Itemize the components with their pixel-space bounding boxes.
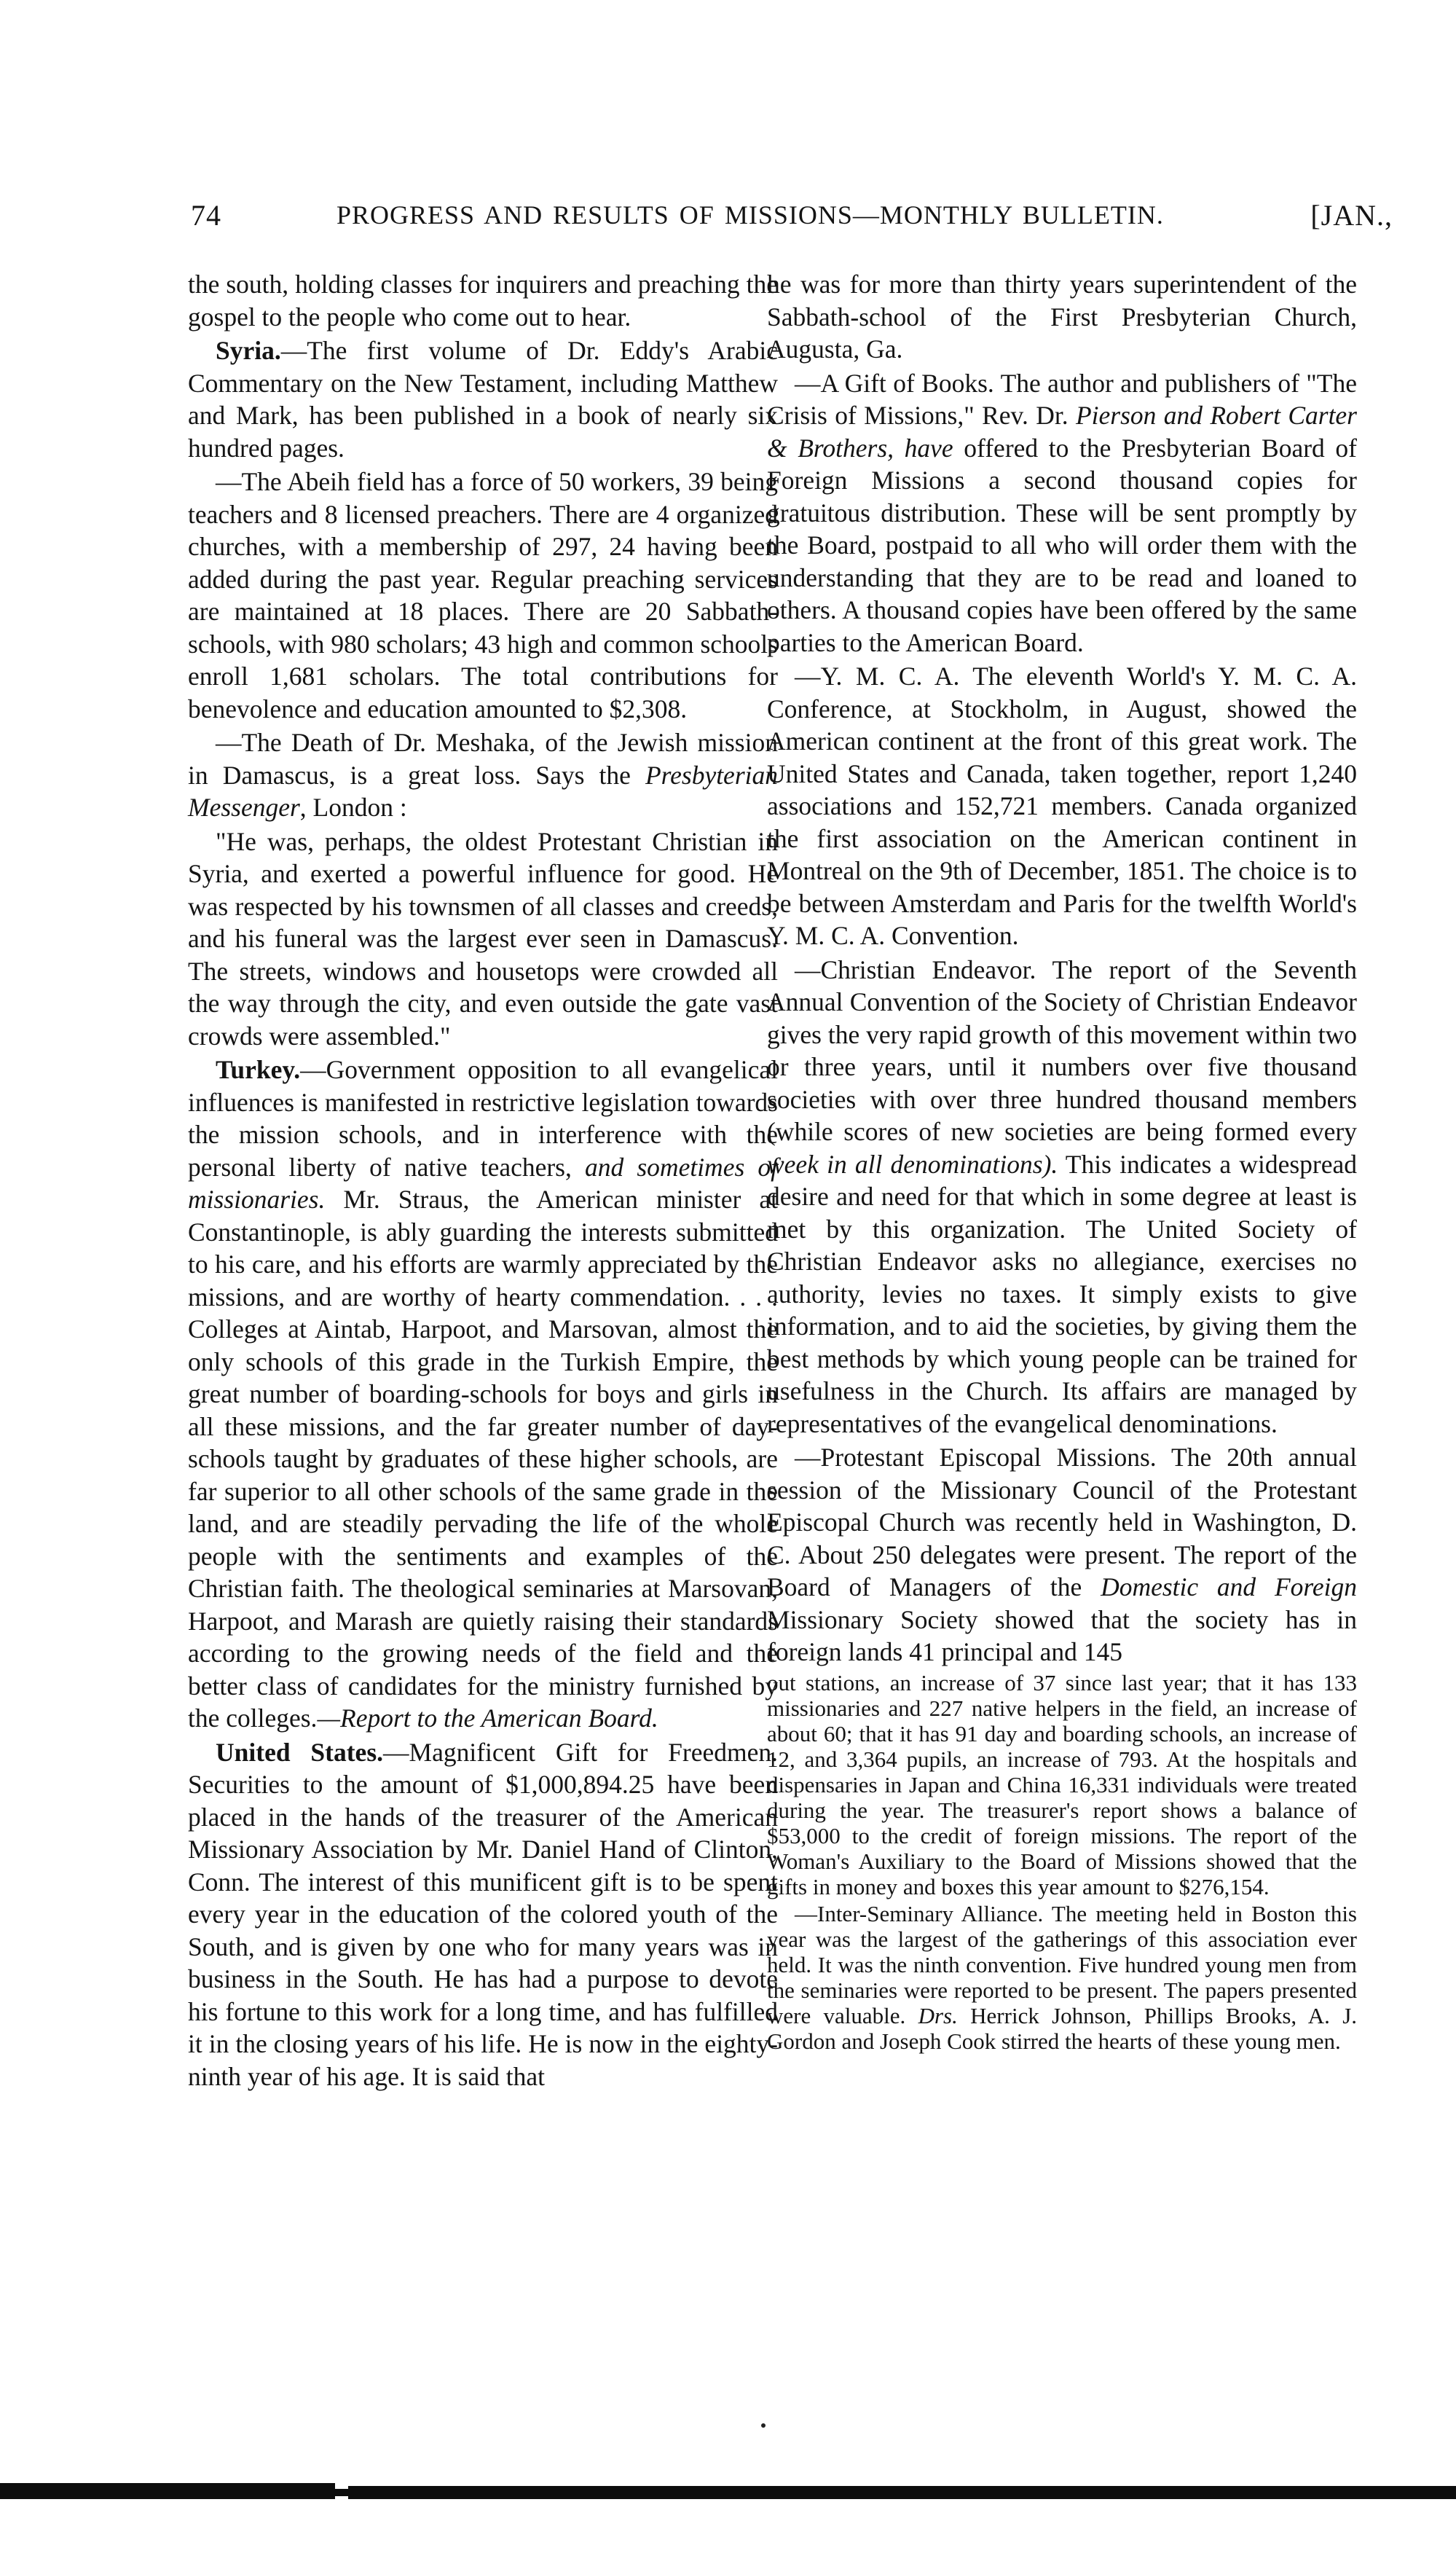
paragraph-text: Mr. Straus, the American minister at Constantinople, is ably guarding the interests submitted to his care, and his efforts are warmly appreciated by the missions, and are worthy of hearty commendation. . . . Colleges at Aintab, Harpoot, and Marsovan, almost the only schools of this grade in the Turkish Empire, the great number of boarding-schools for boys and girls in all these missions, and the far greater number of day-schools taught by graduates of these higher schools, are far superior to all other schools of the same grade in the land, and are steadily pervading the life of the whole people with the sentiments and examples of the Christian faith. The theological seminaries at Marsovan, Harpoot, and Marash are quietly raising their standards according to the growing needs of the field and the better class of candidates for the ministry furnished by the colleges.	[188, 1185, 778, 1733]
left-column	[188, 268, 778, 2094]
paragraph-text: This indicates a widespread desire and need for that which in some degree at least is met by this organization. The United Society of Christian Endeavor asks no allegiance, exercises no authority, levies no taxes. It simply exists to give information, and to aid the societies, by giving them the best methods by which young people can be trained for usefulness in the Church. Its affairs are managed by representatives of the evangelical denominations.	[767, 1149, 1357, 1438]
section-lead-united-states: United States.	[216, 1737, 384, 1767]
paragraph-united-states	[188, 1736, 778, 2093]
paragraph-continuation: he was for more than thirty years superintendent of the Sabbath-school of the First Presbyterian Church, Augusta, Ga.	[767, 270, 1357, 364]
publication-name: Presbyterian Messenger	[188, 760, 778, 822]
page-number: 74	[191, 199, 221, 232]
paragraph-turkey	[188, 1054, 778, 1735]
paragraph-text: —Government opposition to all evangelical influences is manifested in restrictive legislation towards the mission schools, and in interference with the personal liberty of native teachers,	[188, 1055, 778, 1182]
running-header	[191, 198, 1393, 242]
right-column	[767, 268, 1357, 2055]
paragraph-text: , London :	[299, 793, 407, 822]
paragraph-text: offered to the Presbyterian Board of Foreign Missions a second thousand copies for gratuitous distribution. These will be sent promptly by the Board, postpaid to all who will order them with the understanding that they are to be read and loaned to others. A thousand copies have been offered by the same parties to the American Board.	[767, 433, 1357, 657]
running-title: PROGRESS AND RESULTS OF MISSIONS—MONTHLY BULLETIN.	[337, 200, 1164, 230]
paragraph-christian-endeavor	[767, 954, 1357, 1440]
paragraph-ymca: —Y. M. C. A. The eleventh World's Y. M. C. A. Conference, at Stockholm, in August, showed the American continent at the front of this great work. The United States and Canada, taken together, report 1,240 associations and 152,721 members. Canada organized the first association on the American continent in Montreal on the 9th of December, 1851. The choice is to be between Amsterdam and Paris for the twelfth World's Y. M. C. A. Convention.	[767, 662, 1357, 950]
citation: —Report to the American Board.	[317, 1703, 658, 1733]
paragraph-continuation: the south, holding classes for inquirers and preaching the gospel to the people who come out to hear.	[188, 270, 778, 332]
paragraph-meshaka	[188, 726, 778, 824]
italic-phrase: Drs.	[918, 2002, 958, 2028]
section-lead-turkey: Turkey.	[216, 1055, 301, 1084]
paragraph-inter-seminary	[767, 1901, 1357, 2054]
section-lead-syria: Syria.	[216, 336, 281, 365]
italic-phrase: Pierson and Robert Carter & Brothers, have	[767, 401, 1358, 463]
paragraph-text: —Christian Endeavor. The report of the Seventh Annual Convention of the Society of Christian Endeavor gives the very rapid growth of this movement within two or three years, until it numbers over five thousand societies with over three hundred thousand members (while scores of new societies are being formed every	[767, 954, 1357, 1146]
footer-rule-right	[348, 2486, 1456, 2499]
paragraph-gift-of-books	[767, 367, 1357, 659]
paragraph-episcopal-missions	[767, 1441, 1357, 1668]
stray-dot	[761, 2423, 766, 2428]
footer-rule-join	[335, 2489, 348, 2496]
footer-rule-left	[0, 2483, 335, 2499]
paragraph-syria	[188, 334, 778, 464]
paragraph-text: —The Death of Dr. Meshaka, of the Jewish mission in Damascus, is a great loss. Says the	[188, 728, 778, 790]
italic-phrase: week in all denominations).	[767, 1149, 1058, 1179]
paragraph-text: Missionary Society showed that the society has in foreign lands 41 principal and 145	[767, 1604, 1357, 1666]
paragraph-text: —Magnificent Gift for Freedmen. Securities to the amount of $1,000,894.25 have been placed in the hands of the treasurer of the American Missionary Association by Mr. Daniel Hand of Clinton, Conn. The interest of this munificent gift is to be spent every year in the education of the colored youth of the South, and is given by one who for many years was in business in the South. He has had a purpose to devote his fortune to this work for a long time, and has fulfilled it in the closing years of his life. He is now in the eighty-ninth year of his age. It is said that	[188, 1737, 778, 2091]
italic-phrase: Domestic and Foreign	[1101, 1572, 1357, 1601]
paragraph-quotation: "He was, perhaps, the oldest Protestant Christian in Syria, and exerted a powerful influence for good. He was respected by his townsmen of all classes and creeds, and his funeral was the largest ever seen in Damascus. The streets, windows and housetops were crowded all the way through the city, and even outside the gate vast crowds were assembled."	[188, 826, 778, 1051]
issue-month: [JAN.,	[1310, 199, 1393, 232]
paragraph-text: —The first volume of Dr. Eddy's Arabic Commentary on the New Testament, including Matthew and Mark, has been published in a book of nearly six hundred pages.	[188, 336, 778, 463]
paragraph-text: Herrick Johnson, Phillips Brooks, A. J. Gordon and Joseph Cook stirred the hearts of these young men.	[767, 2002, 1358, 2054]
paragraph-text: —A Gift of Books. The author and publishers of "The Crisis of Missions," Rev. Dr.	[767, 368, 1357, 430]
paragraph-abeih-field: —The Abeih field has a force of 50 workers, 39 being teachers and 8 licensed preachers. There are 4 organized churches, with a membership of 297, 24 having been added during the past year. Regular preaching services are maintained at 18 places. There are 20 Sabbath-schools, with 980 scholars; 43 high and common schools enroll 1,681 scholars. The total contributions for benevolence and education amounted to $2,308.	[188, 467, 778, 723]
italic-phrase: and sometimes of missionaries.	[188, 1152, 778, 1214]
paragraph-text: —Protestant Episcopal Missions. The 20th annual session of the Missionary Council of the Protestant Episcopal Church was recently held in Washington, D. C. About 250 delegates were present. The report of the Board of Managers of the	[767, 1443, 1357, 1601]
paragraph-text: —Inter-Seminary Alliance. The meeting held in Boston this year was the largest of the gatherings of this association ever held. It was the ninth convention. Five hundred young men from the seminaries were reported to be present. The papers presented were valuable.	[767, 1900, 1357, 2028]
paragraph-episcopal-statistics: out stations, an increase of 37 since last year; that it has 133 missionaries and 227 native helpers in the field, an increase of about 60; that it has 91 day and boarding schools, an increase of 12, and 3,364 pupils, an increase of 793. At the hospitals and dispensaries in Japan and China 16,331 individuals were treated during the year. The treasurer's report shows a balance of $53,000 to the credit of foreign missions. The report of the Woman's Auxiliary to the Board of Missions showed that the gifts in money and boxes this year amount to $276,154.	[767, 1669, 1357, 1899]
